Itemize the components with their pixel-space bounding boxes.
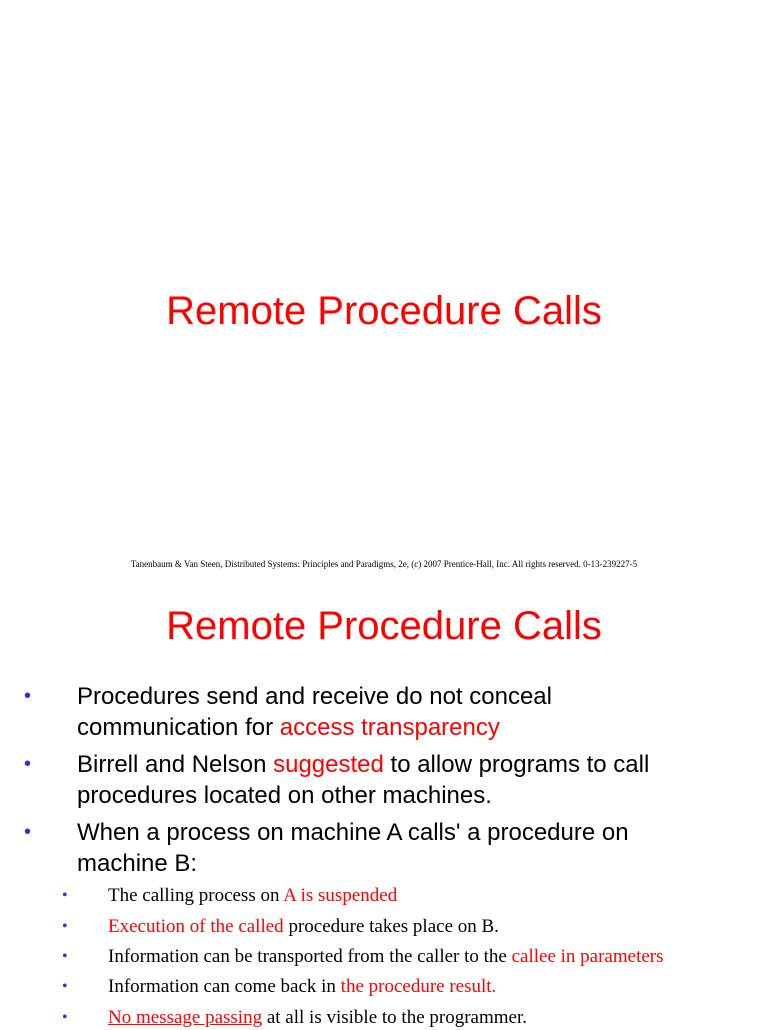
- highlight-text: access transparency: [279, 714, 500, 741]
- sub-bullet-text: The calling process on: [108, 885, 284, 906]
- bullet-dot-icon: •: [62, 1009, 68, 1026]
- bullet-text-line: When a process on machine A calls' a procedure on: [77, 819, 629, 846]
- bullet-dot-icon: •: [62, 948, 68, 965]
- bullet-text-line: [77, 749, 757, 780]
- copyright-footer: Tanenbaum & Van Steen, Distributed Systems: Principles and Paradigms, 2e, (c) 2007 Prentice-Hall, Inc. All rights reserved. 0-13-239227-5: [130, 559, 638, 569]
- highlight-text: the procedure result.: [340, 976, 497, 997]
- highlight-text: suggested: [273, 751, 384, 778]
- bullet-item: [24, 749, 757, 811]
- bullet-text-line: machine B:: [77, 850, 198, 877]
- sub-bullet-item: [62, 884, 768, 908]
- sub-bullet-text: at all is visible to the programmer.: [262, 1007, 527, 1028]
- sub-bullet-item: [62, 915, 768, 939]
- highlight-text: No message passing: [108, 1007, 263, 1028]
- sub-bullet-text: Information can be transported from the caller to the: [108, 946, 512, 967]
- sub-bullet-text: Information can come back in: [108, 976, 341, 997]
- bullet-text: communication for: [77, 714, 280, 741]
- highlight-text: Execution of the called: [108, 916, 284, 937]
- sub-bullet-text: procedure takes place on B.: [283, 916, 499, 937]
- bullet-dot-icon: •: [24, 753, 32, 775]
- bullet-text-line: Procedures send and receive do not conceal: [77, 683, 552, 710]
- sub-bullet-item: [62, 975, 768, 999]
- sub-bullet-item: [62, 945, 768, 969]
- slide-title: Remote Procedure Calls: [166, 289, 602, 333]
- bullet-dot-icon: •: [24, 821, 32, 843]
- bullet-dot-icon: •: [62, 978, 68, 995]
- bullet-item: [24, 681, 757, 743]
- sub-bullet-item: [62, 1006, 768, 1030]
- bullet-text: to allow programs to call: [383, 751, 650, 778]
- slide-title-2: Remote Procedure Calls: [166, 604, 602, 648]
- highlight-text: A is suspended: [283, 885, 398, 906]
- highlight-text: callee in parameters: [511, 946, 664, 967]
- bullet-dot-icon: •: [62, 918, 68, 935]
- bullet-text-line: [77, 712, 757, 743]
- bullet-item: [24, 817, 757, 879]
- bullet-text-line: procedures located on other machines.: [77, 782, 492, 809]
- bullet-dot-icon: •: [62, 887, 68, 904]
- bullet-text: Birrell and Nelson: [77, 751, 274, 778]
- bullet-dot-icon: •: [24, 685, 32, 707]
